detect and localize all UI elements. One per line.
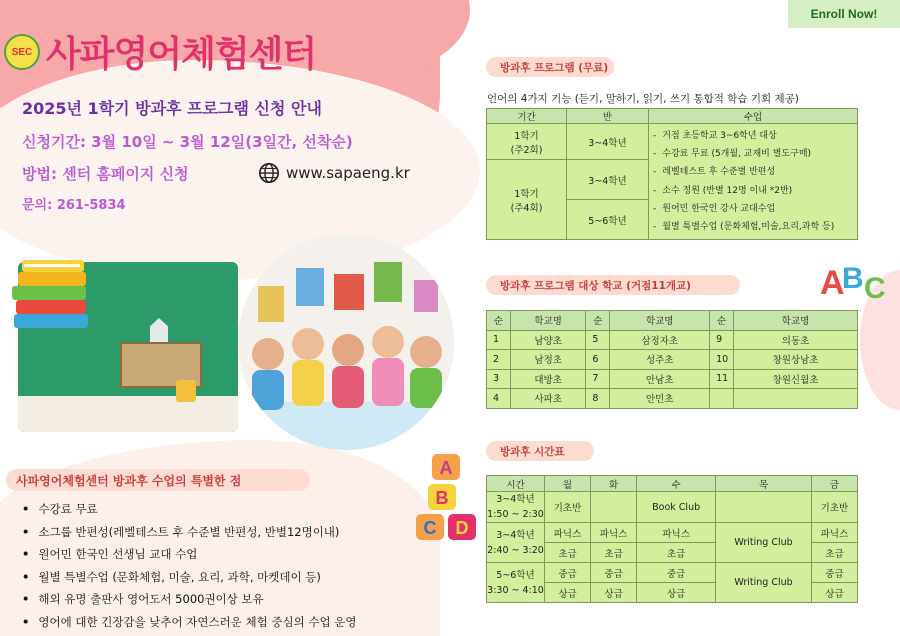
table-row: 1 남양초 5 삼정자초 9 의동초 bbox=[487, 330, 858, 350]
table-row: 4 사파초 8 안민초 bbox=[487, 389, 858, 409]
table-header: 학교명 bbox=[511, 311, 586, 331]
list-item: - 월별 특별수업 (문화체험,미술,요리,과학 등) bbox=[653, 218, 853, 236]
table-header: 기간 bbox=[487, 109, 567, 124]
table-row: 2 남정초 6 성주초 10 창원상남초 bbox=[487, 350, 858, 370]
list-item: - 수강료 무료 (5개월, 교재비 별도구매) bbox=[653, 145, 853, 163]
list-item: • 수강료 무료 bbox=[22, 498, 356, 521]
svg-text:A: A bbox=[439, 458, 453, 478]
table-header: 시간 bbox=[487, 476, 545, 492]
timetable-table: 시간 월 화 수 목 금 3~4학년 1:50 ~ 2:30 기초반 Book Club 기초반 3~4학년 2:40 ~ 3:20 파닉스 파닉스 파닉스 Writing Club 파닉스 초급 초급 초급 초급 5~6학년 3:30 ~ 4:10 중급 중급 중급 Writing Club 중급 상급 상급 상급 상급 bbox=[486, 475, 858, 603]
abcd-blocks-icon bbox=[412, 450, 482, 550]
table-header: 순 bbox=[586, 311, 610, 331]
application-method: 방법: 센터 홈페이지 신청 bbox=[22, 165, 189, 183]
period-cell: 1학기 (주4회) bbox=[487, 160, 567, 240]
table-header: 수 bbox=[637, 476, 716, 492]
timetable-heading: 방과후 시간표 bbox=[486, 441, 594, 461]
class-cell: 3~4학년 bbox=[567, 160, 649, 200]
program-notes bbox=[649, 124, 858, 240]
table-header: 반 bbox=[567, 109, 649, 124]
svg-text:A: A bbox=[820, 264, 845, 302]
table-row: 상급 상급 상급 상급 bbox=[487, 583, 858, 603]
table-row: 5~6학년 3:30 ~ 4:10 중급 중급 중급 Writing Club 중급 bbox=[487, 563, 858, 583]
schools-heading: 방과후 프로그램 대상 학교 (거점11개교) bbox=[486, 275, 740, 295]
enroll-button[interactable]: Enroll Now! bbox=[788, 0, 900, 28]
program-heading: 방과후 프로그램 (무료) bbox=[486, 57, 614, 77]
class-cell: 3~4학년 bbox=[567, 124, 649, 160]
class-cell: 5~6학년 bbox=[567, 200, 649, 240]
center-logo: SEC bbox=[4, 34, 40, 70]
list-item: • 해외 유명 출판사 영어도서 5000권이상 보유 bbox=[22, 588, 356, 611]
svg-text:B: B bbox=[842, 262, 864, 295]
program-description: 언어의 4가지 기능 (듣기, 말하기, 읽기, 쓰기 통합적 학습 기회 제공) bbox=[487, 93, 799, 105]
list-item: - 거점 초등학교 3~6학년 대상 bbox=[653, 127, 853, 145]
table-header: 수업 bbox=[649, 109, 858, 124]
list-item: • 영어에 대한 긴장감을 낮추어 자연스러운 체험 중심의 수업 운영 bbox=[22, 611, 356, 634]
list-item: • 소그룹 반편성(레벨테스트 후 수준별 반편성, 반별12명이내) bbox=[22, 521, 356, 544]
program-table bbox=[486, 108, 858, 240]
website-link[interactable]: www.sapaeng.kr bbox=[286, 164, 410, 182]
table-row: 3~4학년 2:40 ~ 3:20 파닉스 파닉스 파닉스 Writing Club 파닉스 bbox=[487, 523, 858, 543]
classroom-stool bbox=[176, 380, 196, 402]
features-list bbox=[22, 498, 356, 634]
table-header: 순 bbox=[710, 311, 734, 331]
list-item: - 소수 정원 (반별 12명 이내 *2반) bbox=[653, 182, 853, 200]
svg-text:C: C bbox=[423, 518, 437, 538]
list-item: - 레벨테스트 후 수준별 반편성 bbox=[653, 163, 853, 181]
table-header: 학교명 bbox=[610, 311, 710, 331]
list-item: • 원어민 한국인 선생님 교대 수업 bbox=[22, 543, 356, 566]
table-header: 화 bbox=[591, 476, 637, 492]
books-icon bbox=[10, 256, 94, 336]
classroom-floor bbox=[18, 396, 238, 432]
globe-icon bbox=[258, 162, 280, 184]
svg-text:D: D bbox=[455, 518, 469, 538]
period-cell: 1학기 (주2회) bbox=[487, 124, 567, 160]
table-header: 월 bbox=[545, 476, 591, 492]
svg-text:C: C bbox=[864, 272, 886, 304]
abc-letters-icon bbox=[816, 254, 888, 304]
time-cell: 3~4학년 1:50 ~ 2:30 bbox=[487, 492, 545, 523]
table-header: 학교명 bbox=[734, 311, 858, 331]
features-heading: 사파영어체험센터 방과후 수업의 특별한 점 bbox=[6, 469, 310, 491]
schools-table bbox=[486, 310, 858, 409]
table-header: 목 bbox=[716, 476, 812, 492]
application-period: 신청기간: 3월 10일 ~ 3월 12일(3일간, 선착순) bbox=[22, 133, 353, 151]
kids-photo bbox=[238, 234, 454, 450]
time-cell: 5~6학년 3:30 ~ 4:10 bbox=[487, 563, 545, 603]
table-row: 3 대방초 7 안남초 11 창원신월초 bbox=[487, 369, 858, 389]
list-item: - 원어민 한국인 강사 교대수업 bbox=[653, 200, 853, 218]
table-header: 순 bbox=[487, 311, 511, 331]
time-cell: 3~4학년 2:40 ~ 3:20 bbox=[487, 523, 545, 563]
list-item: • 월별 특별수업 (문화체험, 미술, 요리, 과학, 마켓데이 등) bbox=[22, 566, 356, 589]
page-title: 사파영어체험센터 bbox=[46, 34, 317, 75]
contact-number: 문의: 261-5834 bbox=[22, 198, 126, 213]
page-subtitle: 2025년 1학기 방과후 프로그램 신청 안내 bbox=[22, 99, 322, 118]
table-header: 금 bbox=[811, 476, 857, 492]
table-row: 초급 초급 초급 초급 bbox=[487, 543, 858, 563]
svg-text:B: B bbox=[435, 488, 449, 508]
